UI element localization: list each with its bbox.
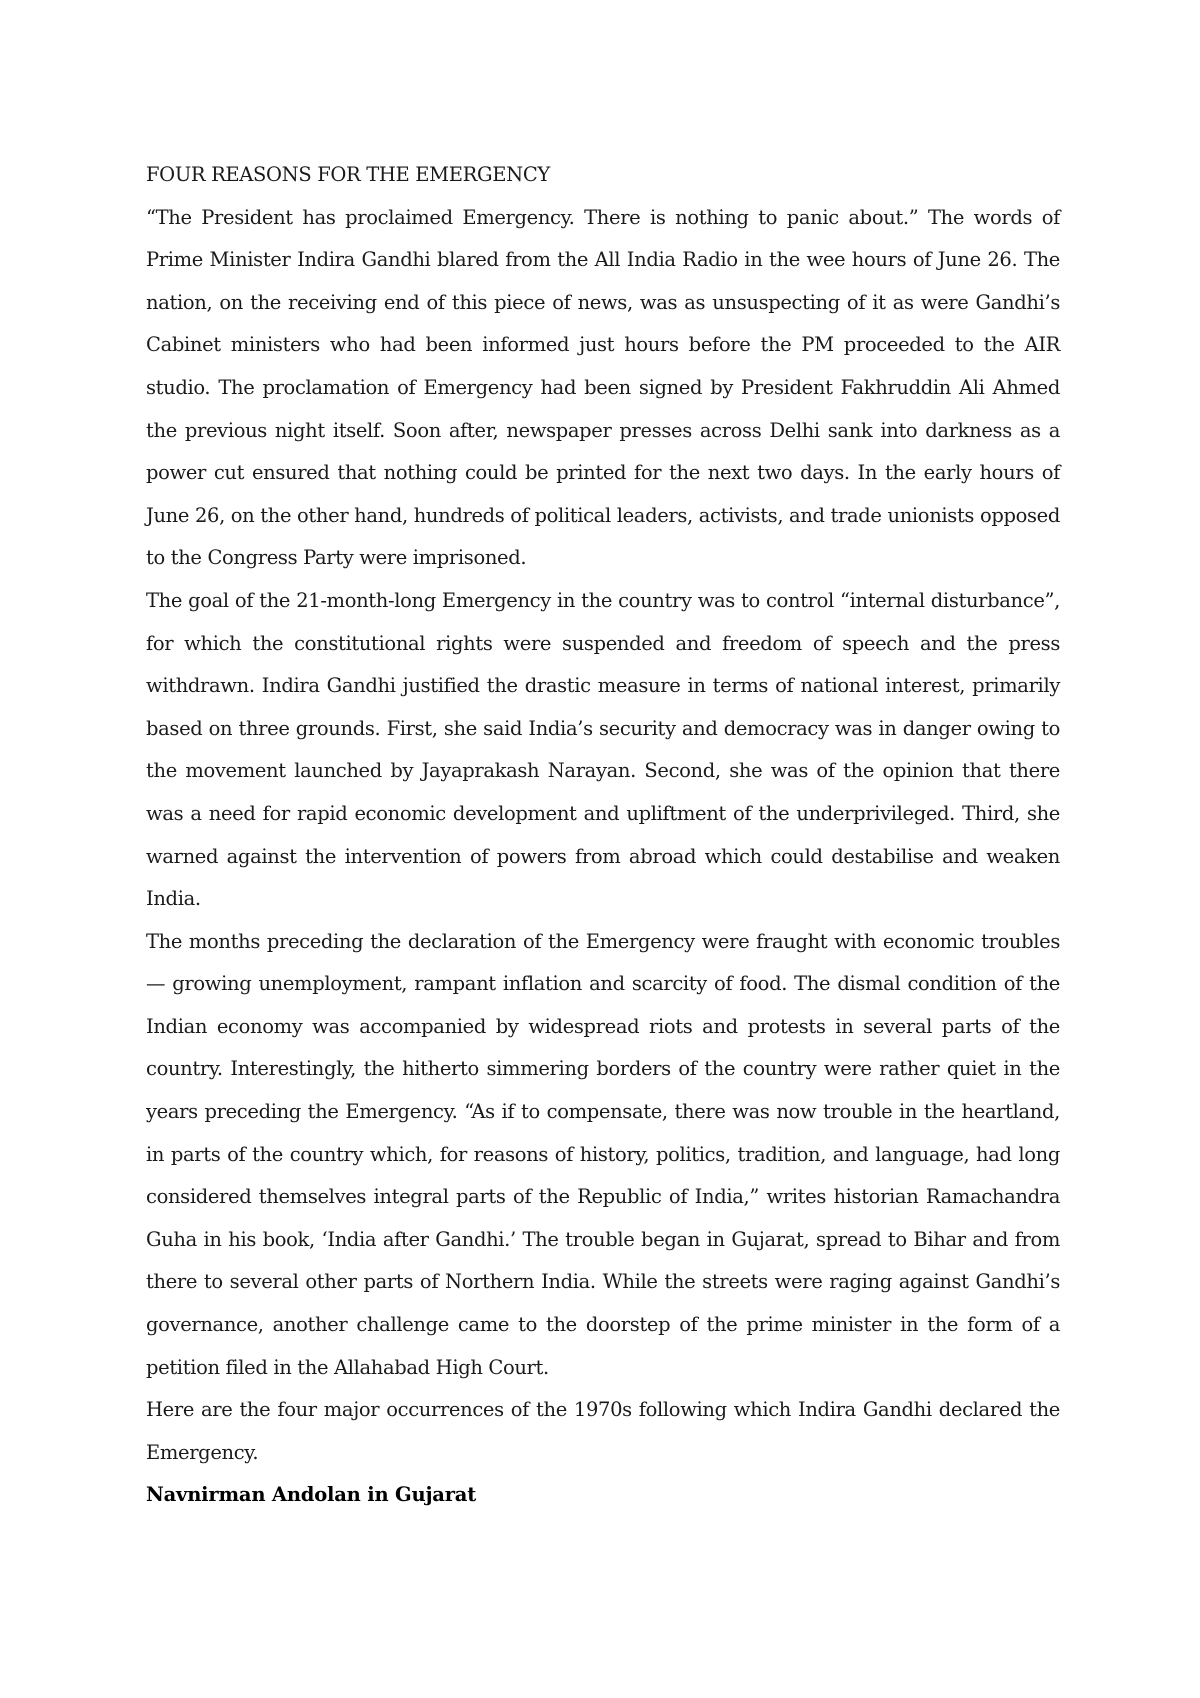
- paragraph-four-occurrences: Here are the four major occurrences of the 1970s following which Indira Gandhi declared the Emergency.: [146, 1398, 1060, 1464]
- paragraph-economic-troubles: The months preceding the declaration of the Emergency were fraught with economic troubles — growing unemployment, rampant inflation and scarcity of food. The dismal condition of the Indian economy was accompanied by widespread riots and protests in several parts of the country. Interestingly, the hitherto simmering borders of the country were rather quiet in the years preceding the Emergency. “As if to compensate, there was now trouble in the heartland, in parts of the country which, for reasons of history, politics, tradition, and language, had long considered themselves integral parts of the Republic of India,” writes historian Ramachandra Guha in his book, ‘India after Gandhi.’ The trouble began in Gujarat, spread to Bihar and from there to several other parts of Northern India. While the streets were raging against Gandhi’s governance, another challenge came to the doorstep of the prime minister in the form of a petition filed in the Allahabad High Court.: [146, 929, 1060, 1379]
- section-heading: Navnirman Andolan in Gujarat: [146, 1483, 477, 1507]
- document-title: FOUR REASONS FOR THE EMERGENCY: [146, 163, 550, 186]
- document-page: [146, 154, 1060, 1517]
- paragraph-radio-announcement: “The President has proclaimed Emergency. There is nothing to panic about.” The words of Prime Minister Indira Gandhi blared from the All India Radio in the wee hours of June 26. The nation, on the receiving end of this piece of news, was as unsuspecting of it as were Gandhi’s Cabinet ministers who had been informed just hours before the PM proceeded to the AIR studio. The proclamation of Emergency had been signed by President Fakhruddin Ali Ahmed the previous night itself. Soon after, newspaper presses across Delhi sank into darkness as a power cut ensured that nothing could be printed for the next two days. In the early hours of June 26, on the other hand, hundreds of political leaders, activists, and trade unionists opposed to the Congress Party were imprisoned.: [146, 205, 1060, 570]
- paragraph-emergency-goal: The goal of the 21-month-long Emergency in the country was to control “internal disturbance”, for which the constitutional rights were suspended and freedom of speech and the press withdrawn. Indira Gandhi justified the drastic measure in terms of national interest, primarily based on three grounds. First, she said India’s security and democracy was in danger owing to the movement launched by Jayaprakash Narayan. Second, she was of the opinion that there was a need for rapid economic development and upliftment of the underprivileged. Third, she warned against the intervention of powers from abroad which could destabilise and weaken India.: [146, 588, 1060, 911]
